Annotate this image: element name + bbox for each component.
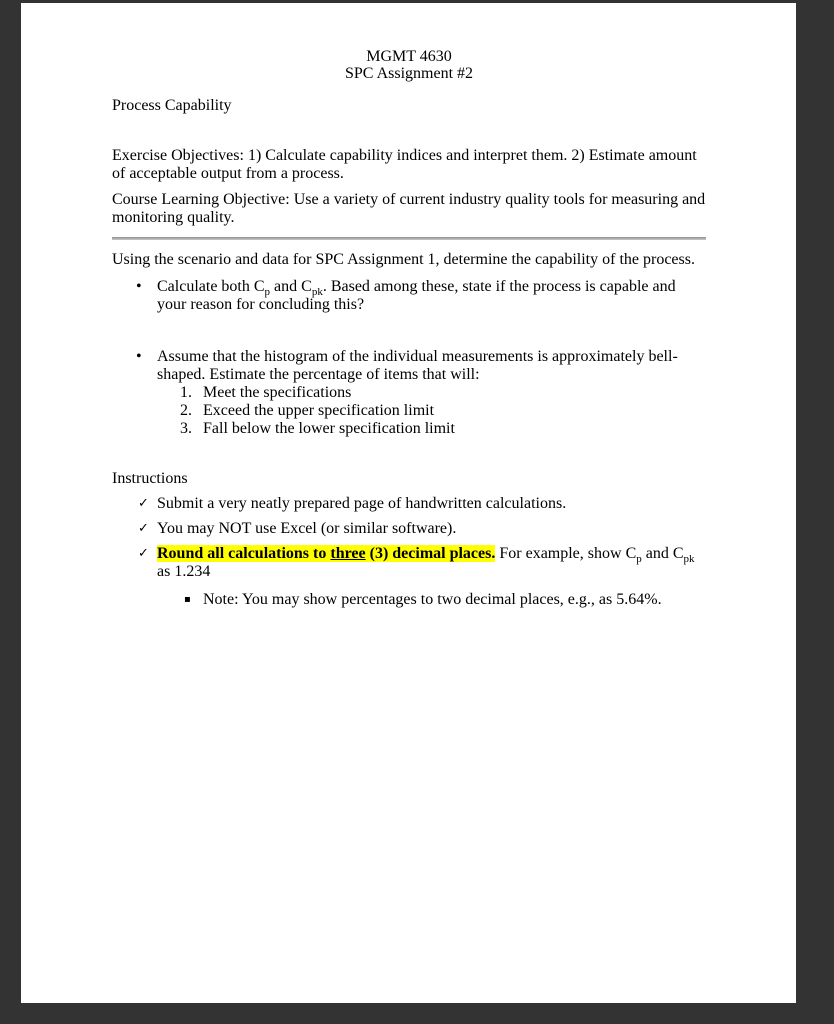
note-text: Note: You may show percentages to two decimal places, e.g., as 5.64%. — [203, 591, 662, 608]
check-item-rounding — [112, 545, 706, 581]
list-number: 3. — [180, 420, 192, 437]
bullet-item-histogram — [112, 348, 706, 438]
example-value-text: as 1.234 — [157, 563, 211, 580]
text-segment: Calculate both C — [157, 278, 265, 295]
text-segment: and C — [270, 278, 312, 295]
bullet-capability-text — [157, 278, 706, 314]
subscript-pk: pk — [311, 286, 323, 299]
text-segment: . Based among these, state if the process is capable and your reason for concluding this? — [157, 278, 676, 313]
text-segment: and C — [641, 545, 684, 562]
subscript-p: p — [636, 553, 642, 566]
square-bullet-icon: ▪ — [184, 594, 191, 605]
checkmark-icon: ✓ — [138, 546, 149, 561]
check-item-no-excel — [112, 520, 706, 538]
numbered-item-1 — [157, 384, 706, 402]
scenario-paragraph: Using the scenario and data for SPC Assignment 1, determine the capability of the process. — [112, 251, 695, 268]
numbered-item-text: Fall below the lower specification limit — [203, 420, 455, 437]
numbered-item-2 — [157, 402, 706, 420]
text-segment: For example, show C — [495, 545, 637, 562]
check-item-text: You may NOT use Excel (or similar software). — [157, 520, 457, 537]
list-number: 2. — [180, 402, 192, 419]
document-page — [21, 3, 796, 1003]
course-code: MGMT 4630 — [366, 48, 452, 65]
exercise-objectives-paragraph: Exercise Objectives: 1) Calculate capability indices and interpret them. 2) Estimate amount of acceptable output from a process. — [112, 147, 697, 182]
course-learning-objective-paragraph: Course Learning Objective: Use a variety of current industry quality tools for measuring and monitoring quality. — [112, 191, 706, 226]
bullet-item-capability — [112, 278, 706, 314]
page-title: Process Capability — [112, 97, 232, 114]
rounding-rule-text — [157, 545, 706, 581]
check-item-handwritten — [112, 495, 706, 513]
check-item-text: Submit a very neatly prepared page of handwritten calculations. — [157, 495, 567, 512]
numbered-item-text: Meet the specifications — [203, 384, 352, 401]
numbered-item-text: Exceed the upper specification limit — [203, 402, 435, 419]
horizontal-rule — [112, 237, 706, 240]
subscript-p: p — [264, 286, 271, 299]
list-number: 1. — [180, 384, 192, 401]
highlighted-bold-text: (3) decimal places. — [365, 545, 496, 562]
assignment-number: SPC Assignment #2 — [344, 65, 474, 82]
highlighted-bold-text: Round all calculations to — [157, 545, 331, 562]
bullet-histogram-content — [157, 348, 706, 438]
doc-header — [112, 48, 706, 82]
checkmark-icon: ✓ — [138, 496, 149, 511]
bullet-icon: • — [136, 348, 142, 365]
instructions-heading: Instructions — [112, 470, 188, 487]
numbered-item-3 — [157, 420, 706, 438]
checkmark-icon: ✓ — [138, 521, 149, 536]
note-item — [112, 591, 706, 609]
bullet-icon: • — [136, 278, 142, 295]
bullet-histogram-text: Assume that the histogram of the individual measurements is approximately bell-shaped. Estimate the percentage of items that will: — [157, 348, 678, 383]
subscript-pk: pk — [683, 553, 695, 566]
highlighted-underlined-text: three — [330, 545, 366, 562]
